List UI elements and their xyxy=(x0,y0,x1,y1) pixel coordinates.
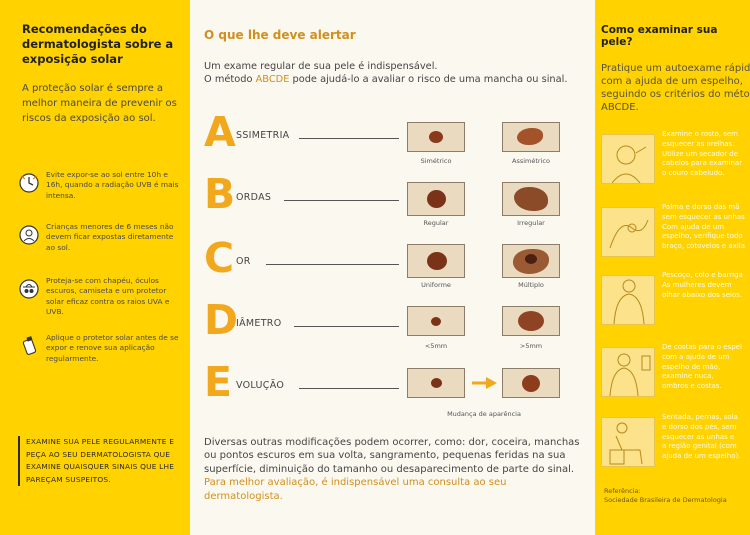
lesion xyxy=(517,128,543,145)
evolution-caption: Mudança de aparência xyxy=(447,410,521,418)
exam-step xyxy=(600,203,750,265)
arrow-right-icon xyxy=(472,376,498,390)
sample-label: Múltiplo xyxy=(518,281,544,289)
step-line: com a ajuda de um xyxy=(662,352,730,361)
lesion xyxy=(427,190,446,208)
left-title: Recomendações do dermatologista sobre a exposição solar xyxy=(22,22,174,66)
hat-glasses-icon xyxy=(18,278,40,300)
sample-label: <5mm xyxy=(424,342,448,350)
back-exam-icon xyxy=(601,347,655,397)
step-line: As mulheres devem xyxy=(662,280,732,289)
reference-source: Sociedade Brasileira de Dermatologia xyxy=(604,496,727,504)
tip-text: Proteja-se com chapéu, óculos escuros, camiseta e um protetor solar eficaz contra os raios UVA e UVB. xyxy=(46,276,170,316)
sunscreen-bottle-icon xyxy=(18,335,40,357)
step-line: Pescoço, colo e barriga xyxy=(662,271,743,279)
lesion xyxy=(427,252,447,270)
tip-text: Aplique o protetor solar antes de se expor e renove sua aplicação regularmente. xyxy=(46,333,179,363)
sample-regular xyxy=(407,182,465,216)
sun-clock-icon xyxy=(18,172,40,194)
sample-label: Regular xyxy=(423,219,449,227)
lesion xyxy=(431,317,441,326)
step-line: cabelos para examinar xyxy=(662,159,743,168)
row-letter: B xyxy=(204,170,236,218)
torso-exam-icon xyxy=(601,275,655,325)
intro-text: O método xyxy=(204,74,256,85)
row-letter: E xyxy=(204,358,233,406)
sample-large xyxy=(502,306,560,336)
bottom-accent: Para melhor avaliação, é indispensável uma consulta ao seu dermatologista. xyxy=(204,477,507,502)
abcde-acronym: ABCDE xyxy=(255,74,290,85)
exam-step xyxy=(600,271,750,333)
right-title: Como examinar sua pele? xyxy=(601,24,718,48)
tip-text: Evite expor-se ao sol entre 10h e 16h, quando a radiação UVB é mais intensa. xyxy=(46,170,179,200)
tip-item xyxy=(18,170,183,201)
row-line xyxy=(284,200,399,201)
exam-step xyxy=(600,130,750,192)
sample-symmetric xyxy=(407,122,465,152)
sample-label: Assimétrico xyxy=(512,157,550,165)
abcde-row-d xyxy=(204,298,584,358)
abcde-row-c xyxy=(204,236,584,296)
sample-small xyxy=(407,306,465,336)
middle-intro xyxy=(204,60,579,86)
reference-label: Referência: xyxy=(604,487,641,495)
step-text xyxy=(662,271,750,300)
lesion xyxy=(429,131,443,143)
step-line: examine nuca, xyxy=(662,372,714,381)
row-letter: C xyxy=(204,234,235,282)
row-word: VOLUÇÃO xyxy=(236,380,285,391)
step-line: a região genital (com xyxy=(662,442,737,451)
step-line: sem esquecer as unhas xyxy=(662,212,745,221)
sample-label: Simétrico xyxy=(420,157,452,165)
step-line: braço, cotovelos e axila xyxy=(662,242,746,251)
lesion xyxy=(431,378,442,388)
lesion xyxy=(525,254,537,264)
step-line: ajuda de um espelho). xyxy=(662,452,741,461)
sample-label: >5mm xyxy=(519,342,543,350)
step-text xyxy=(662,130,750,179)
row-line xyxy=(299,138,399,139)
right-intro-line: Pratique um autoexame rápid xyxy=(601,63,750,74)
intro-text: pode ajudá-lo a avaliar o risco de uma mancha ou sinal. xyxy=(289,74,568,85)
right-intro-line: ABCDE. xyxy=(601,102,639,113)
abcde-row-b xyxy=(204,172,584,232)
intro-line: Um exame regular de sua pele é indispensável. xyxy=(204,61,438,72)
face-exam-icon xyxy=(601,134,655,184)
step-line: esquecer as unhas e xyxy=(662,432,735,441)
sample-label: Irregular xyxy=(517,219,545,227)
lesion xyxy=(518,311,544,331)
exam-step xyxy=(600,343,750,405)
step-text xyxy=(662,343,750,392)
sample-multiple xyxy=(502,244,560,278)
tip-item xyxy=(18,222,183,253)
hands-exam-icon xyxy=(601,207,655,257)
intro-line xyxy=(204,73,579,86)
sample-before xyxy=(407,368,465,398)
lesion xyxy=(514,187,548,211)
bottom-paragraph: Diversas outras modificações podem ocorrer, como: dor, coceira, manchas ou pontos escuros em sua volta, sangramento, pequenas feridas na sua superfície, diminuição do tamanho ou desaparecimento de parte do sinal. xyxy=(204,437,580,475)
middle-bottom-text xyxy=(204,436,584,503)
reference xyxy=(604,487,727,505)
step-line: o couro cabeludo. xyxy=(662,169,725,178)
row-line xyxy=(266,264,399,265)
step-line: Com ajuda de um xyxy=(662,222,725,231)
step-line: esquecer as orelhas. xyxy=(662,139,735,148)
tip-text: Crianças menores de 6 meses não devem ficar expostas diretamente ao sol. xyxy=(46,222,174,252)
step-line: espelho de mão, xyxy=(662,362,721,371)
step-line: ombros e costas. xyxy=(662,382,722,391)
lesion xyxy=(522,375,540,392)
baby-sun-icon xyxy=(18,224,40,246)
tip-item xyxy=(18,276,183,317)
abcde-row-a xyxy=(204,110,584,170)
row-word: IÂMETRO xyxy=(236,318,282,329)
step-line: olhar abaixo dos seios. xyxy=(662,290,743,299)
abcde-row-e xyxy=(204,360,584,420)
step-line: De costas para o espel xyxy=(662,343,742,351)
step-line: Utilize um secador de xyxy=(662,149,739,158)
step-line: e dorso dos pés, sem xyxy=(662,422,737,431)
right-intro-line: com a ajuda de um espelho, xyxy=(601,76,743,87)
row-word: ORDAS xyxy=(236,192,272,203)
legs-exam-icon xyxy=(601,417,655,467)
sample-asymmetric xyxy=(502,122,560,152)
step-text xyxy=(662,413,750,462)
step-line: Sentada, pernas, sola xyxy=(662,413,738,421)
right-intro-line: seguindo os critérios do méto xyxy=(601,89,750,100)
row-word: OR xyxy=(236,256,251,267)
row-letter: A xyxy=(204,108,236,156)
step-line: espelho, verifique todo xyxy=(662,232,743,241)
row-line xyxy=(299,388,399,389)
sample-label: Uniforme xyxy=(421,281,451,289)
sample-uniform xyxy=(407,244,465,278)
exam-step xyxy=(600,413,750,475)
middle-title: O que lhe deve alertar xyxy=(204,28,356,42)
left-intro: A proteção solar é sempre a melhor maneira de prevenir os riscos da exposição ao sol. xyxy=(22,83,177,124)
row-letter: D xyxy=(204,296,239,344)
row-line xyxy=(294,326,399,327)
left-callout-box: EXAMINE SUA PELE REGULARMENTE E PEÇA AO SEU DERMATOLOGISTA QUE EXAMINE QUAISQUER SINAIS QUE LHE PAREÇAM SUSPEITOS. xyxy=(18,436,178,486)
sample-irregular xyxy=(502,182,560,216)
right-intro xyxy=(601,62,750,114)
step-line: Palma e dorso das mã xyxy=(662,203,740,211)
step-line: Examine o rosto, sem xyxy=(662,130,738,138)
tip-item xyxy=(18,333,183,364)
step-text xyxy=(662,203,750,252)
sample-after xyxy=(502,368,560,398)
row-word: SSIMETRIA xyxy=(236,130,290,141)
